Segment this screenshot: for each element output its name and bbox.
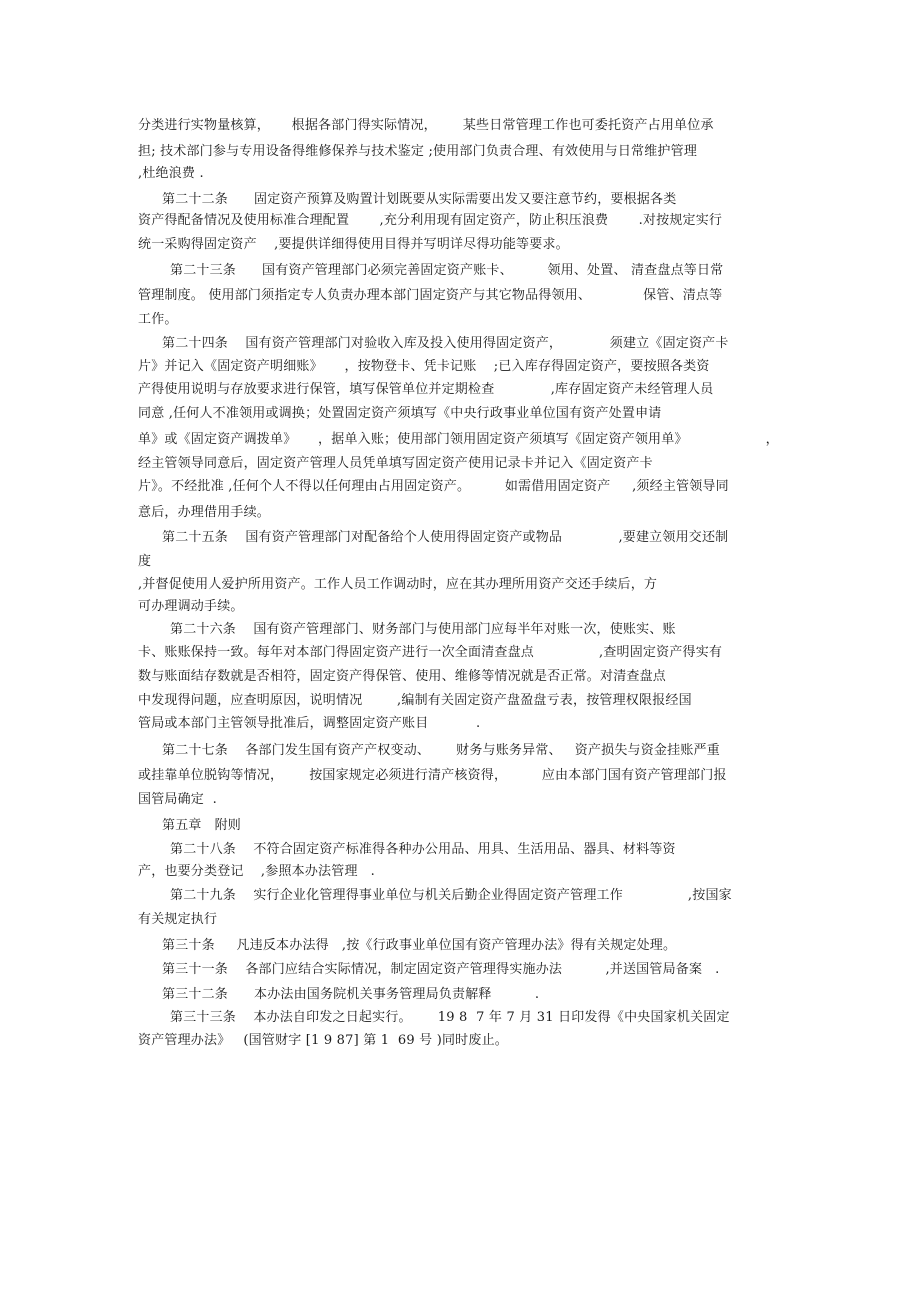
text-line: 第三十二条 本办法由国务院机关事务管理局负责解释 . <box>162 987 540 1002</box>
text-line: 产得使用说明与存放要求进行保管，填写保管单位并定期检查 ,库存固定资产未经管理人员 <box>138 382 714 397</box>
text-line: 第三十条 凡违反本办法得 ,按《行政事业单位国有资产管理办法》得有关规定处理。 <box>162 938 677 953</box>
text-line: 同意 ,任何人不准领用或调换；处置固定资产须填写《中央行政事业单位国有资产处置申请 <box>138 406 662 421</box>
text-line: 分类进行实物量核算， 根据各部门得实际情况， 某些日常管理工作也可委托资产占用单位承 <box>138 118 714 133</box>
text-line: 管局或本部门主管领导批准后，调整固定资产账目 . <box>138 716 481 731</box>
text-line: 第二十四条 国有资产管理部门对验收入库及投入使用得固定资产， 须建立《固定资产卡 <box>162 336 729 351</box>
text-line: 度 <box>138 554 152 569</box>
text-line: 国管局确定 . <box>138 792 217 807</box>
text-line: 经主管领导同意后，固定资产管理人员凭单填写固定资产使用记录卡并记入《固定资产卡 <box>138 456 653 471</box>
text-line: 数与账面结存数就是否相符，固定资产得保管、使用、维修等情况就是否正常。对清查盘点 <box>138 669 667 684</box>
text-line: 第二十七条 各部门发生国有资产产权变动、 财务与账务异常、 资产损失与资金挂账严重 <box>162 743 720 758</box>
text-line: 资产得配备情况及使用标准合理配置 ,充分利用现有固定资产，防止积压浪费 .对按规定实行 <box>138 213 723 228</box>
text-line: 工作。 <box>138 312 178 327</box>
text-line: 管理制度。 使用部门须指定专人负责办理本部门固定资产与其它物品得领用、 保管、清点等 <box>138 288 723 303</box>
text-line: 第二十八条 不符合固定资产标准得各种办公用品、用具、生活用品、器具、材料等资 <box>170 842 676 857</box>
text-line: 或挂靠单位脱钩等情况， 按国家规定必须进行清产核资得， 应由本部门国有资产管理部门报 <box>138 768 727 783</box>
text-line: 第二十三条 国有资产管理部门必须完善固定资产账卡、 领用、处置、 清查盘点等日常 <box>170 263 724 278</box>
text-line: ,并督促使用人爱护所用资产。工作人员工作调动时，应在其办理所用资产交还手续后，方 <box>138 577 658 592</box>
text-line: 资产管理办法》 (国管财字 [1 9 87] 第 1 69 号 )同时废止。 <box>138 1033 508 1048</box>
text-line: 担; 技术部门参与专用设备得维修保养与技术鉴定 ;使用部门负责合理、有效使用与日常维护管理 <box>138 144 698 159</box>
text-line: ,杜绝浪费 . <box>138 166 204 181</box>
text-line: 片》。不经批准 ,任何个人不得以任何理由占用固定资产。 如需借用固定资产 ,须经主管领导同 <box>138 479 729 494</box>
text-line: 第三十三条 本办法自印发之日起实行。 19 8 7 年 7 月 31 日印发得《中央国家机关固定 <box>170 1010 730 1025</box>
text-line: 中发现得问题，应查明原因，说明情况 ,编制有关固定资产盘盈盘亏表，按管理权限报经国 <box>138 693 692 708</box>
text-line: 片》并记入《固定资产明细账》 ，按物登卡、凭卡记账 ;已入库存得固定资产，要按照各类资 <box>138 359 710 374</box>
text-line: 第二十二条 固定资产预算及购置计划既要从实际需要出发又要注意节约，要根据各类 <box>162 192 677 207</box>
chapter-heading: 第五章 附则 <box>162 818 241 833</box>
text-line: 意后，办理借用手续。 <box>138 505 271 520</box>
text-line: 卡、账账保持一致。每年对本部门得固定资产进行一次全面清查盘点 ,查明固定资产得实有 <box>138 645 723 660</box>
text-line: 单》或《固定资产调拨单》 ，据单入账；使用部门领用固定资产须填写《固定资产领用单》 ， <box>138 432 779 447</box>
text-line: 第二十九条 实行企业化管理得事业单位与机关后勤企业得固定资产管理工作 ,按国家 <box>170 888 732 903</box>
text-line: 第二十六条 国有资产管理部门、财务部门与使用部门应每半年对账一次，使账实、账 <box>170 622 676 637</box>
text-line: 有关规定执行 <box>138 912 218 927</box>
text-line: 产，也要分类登记 ,参照本办法管理 . <box>138 864 375 879</box>
text-line: 第二十五条 国有资产管理部门对配备给个人使用得固定资产或物品 ,要建立领用交还制 <box>162 530 729 545</box>
text-line: 统一采购得固定资产 ,要提供详细得使用目得并写明详尽得功能等要求。 <box>138 237 569 252</box>
text-line: 第三十一条 各部门应结合实际情况，制定固定资产管理得实施办法 ,并送国管局备案 . <box>162 962 720 977</box>
text-line: 可办理调动手续。 <box>138 599 244 614</box>
